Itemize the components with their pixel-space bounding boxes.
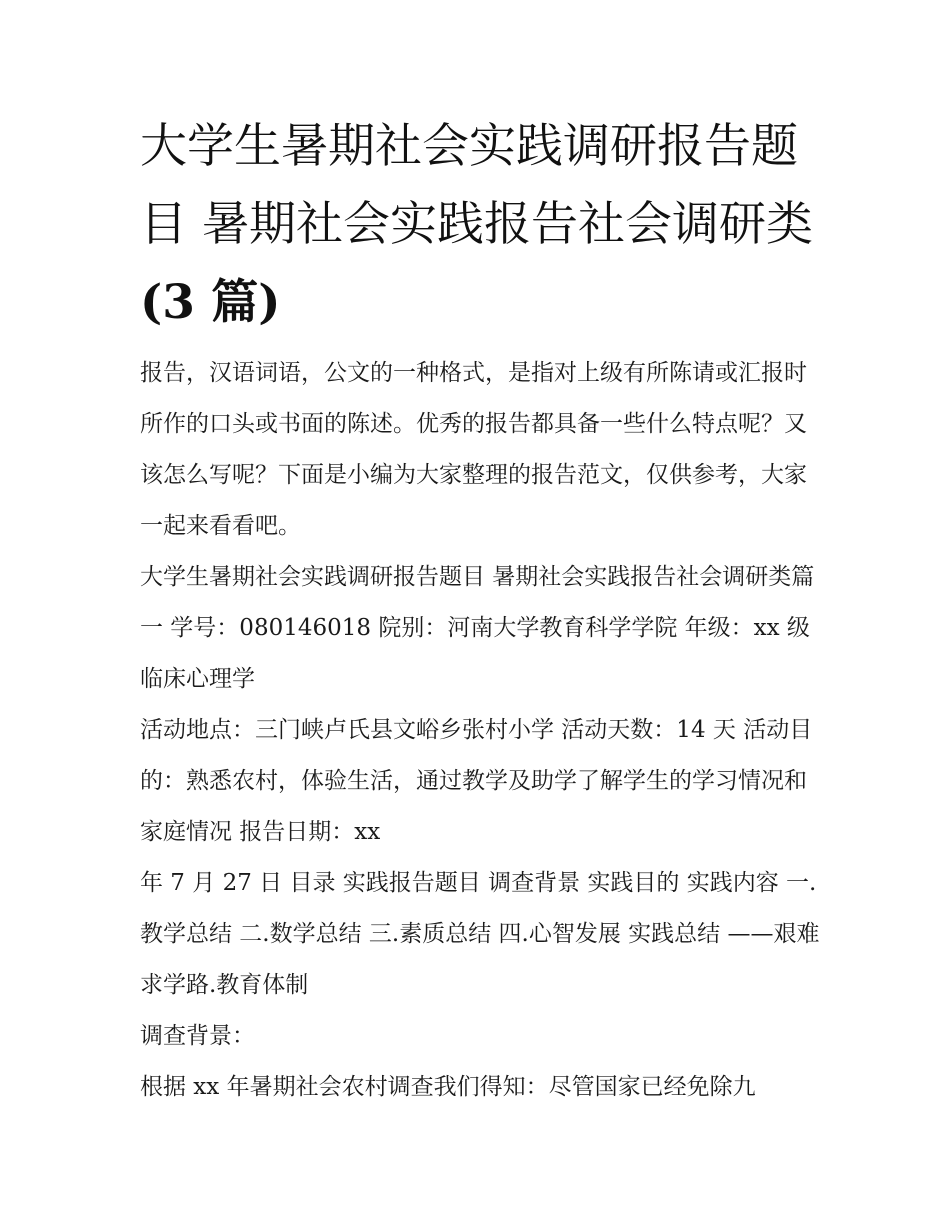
document-body	[140, 108, 820, 1113]
document-title-main: 大学生暑期社会实践调研报告题目 暑期社会实践报告社会调研类	[140, 119, 813, 252]
paragraph-intro: 报告，汉语词语，公文的一种格式，是指对上级有所陈请或汇报时所作的口头或书面的陈述。优秀的报告都具备一些什么特点呢？又该怎么写呢？下面是小编为大家整理的报告范文，仅供参考，大家一起来看看吧。	[140, 360, 807, 539]
document-title-suffix: (3 篇)	[140, 275, 281, 330]
section-heading-background: 调查背景：	[140, 1023, 255, 1049]
document-title	[140, 108, 820, 342]
paragraph-activity-info: 活动地点：三门峡卢氏县文峪乡张村小学 活动天数：14 天 活动目的：熟悉农村，体验生活，通过教学及助学了解学生的学习情况和家庭情况 报告日期：xx	[140, 717, 813, 845]
paragraph-background: 根据 xx 年暑期社会农村调查我们得知：尽管国家已经免除九	[140, 1074, 756, 1100]
paragraph-table-of-contents: 年 7 月 27 日 目录 实践报告题目 调查背景 实践目的 实践内容 一.教学总结 二.数学总结 三.素质总结 四.心智发展 实践总结 ——艰难求学路.教育体制	[140, 870, 820, 998]
paragraph-student-info: 大学生暑期社会实践调研报告题目 暑期社会实践报告社会调研类篇一 学号：080146018 院别：河南大学教育科学学院 年级：xx 级 临床心理学	[140, 564, 815, 692]
